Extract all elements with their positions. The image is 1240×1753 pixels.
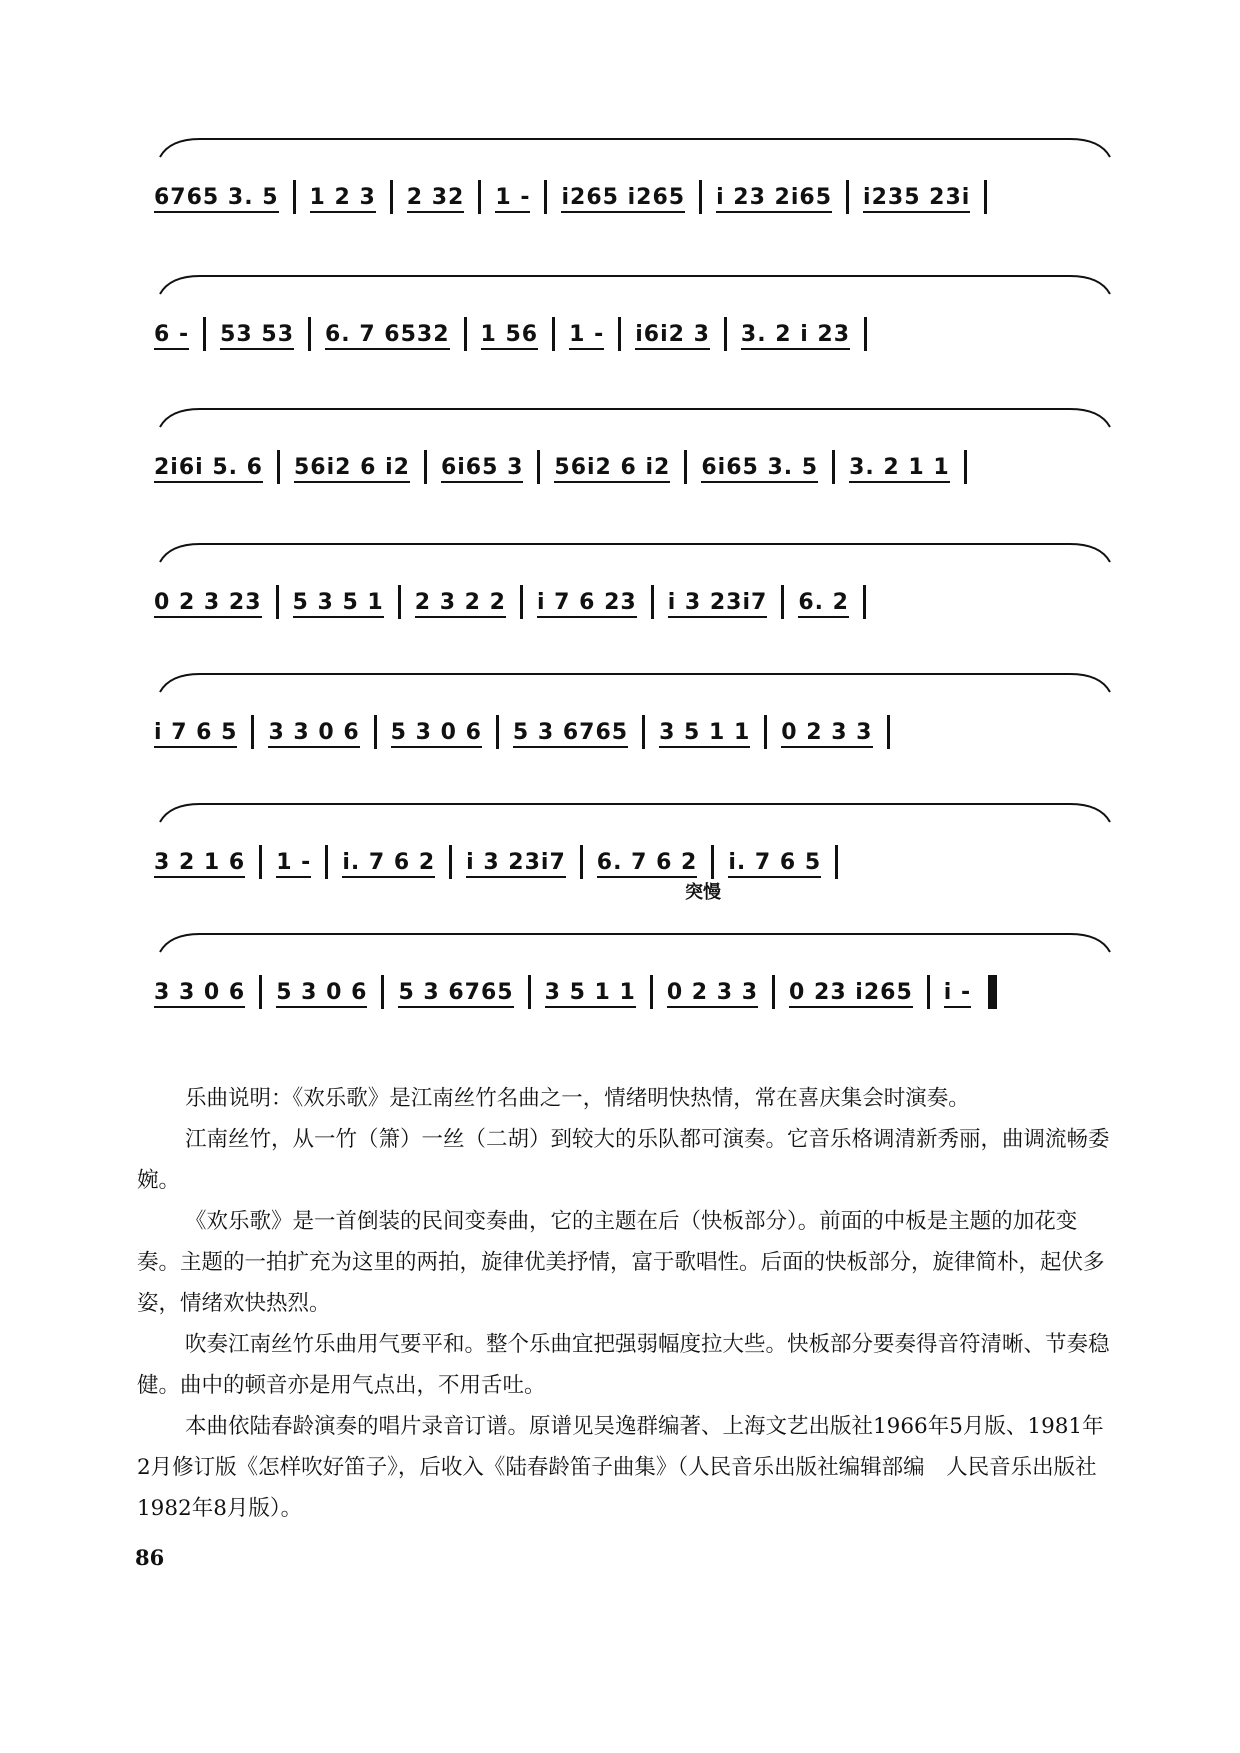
measure-notes: 6. 2 (798, 590, 849, 618)
measure (523, 590, 651, 615)
measure (279, 590, 398, 615)
measure (140, 980, 259, 1005)
measure (775, 980, 927, 1005)
phrase-slur (140, 125, 1130, 185)
measure-notes: 3. 2 i 23 (741, 322, 850, 350)
measure-notes: 5 3 6765 (513, 720, 628, 748)
measure (262, 980, 381, 1005)
score-row (140, 125, 1130, 235)
measure-notes: 3 3 0 6 (268, 720, 359, 748)
phrase-slur (140, 262, 1130, 322)
page-number: 86 (135, 1545, 165, 1570)
slur-line (160, 804, 1110, 822)
bar-line (988, 975, 997, 1009)
measure (531, 980, 650, 1005)
measure-notes: i 3 23i7 (668, 590, 768, 618)
notes-line (140, 845, 1130, 879)
score-row (140, 262, 1130, 372)
measure (393, 185, 479, 210)
measure-notes: 1 56 (481, 322, 539, 350)
slur-line (160, 544, 1110, 562)
measure (702, 185, 846, 210)
measure-notes: 5 3 5 1 (293, 590, 384, 618)
measure-notes: 53 53 (220, 322, 294, 350)
measure (687, 455, 832, 480)
phrase-slur (140, 395, 1130, 455)
phrase-slur (140, 920, 1130, 980)
measure (311, 322, 464, 347)
measure-notes: 6i65 3. 5 (701, 455, 818, 483)
notes-line (140, 317, 1130, 351)
measure (583, 850, 712, 875)
measure (835, 455, 964, 480)
measure-notes: 1 - (495, 185, 530, 213)
measure-notes: i 7 6 5 (154, 720, 237, 748)
measure (140, 455, 277, 480)
score-row (140, 530, 1130, 640)
description-paragraph: 乐曲说明：《欢乐歌》是江南丝竹名曲之一，情绪明快热情，常在喜庆集会时演奏。 (185, 1086, 970, 1111)
slur-line (160, 139, 1110, 157)
description-block (137, 1078, 1117, 1529)
measure-notes: 6. 7 6532 (325, 322, 450, 350)
measure-notes: 3 5 1 1 (659, 720, 750, 748)
description-paragraph: 江南丝竹，从一竹（箫）一丝（二胡）到较大的乐队都可演奏。它音乐格调清新秀丽，曲调流畅委婉。 (137, 1127, 1110, 1193)
tempo-mark: 突慢 (685, 882, 721, 903)
measure-notes: 6. 7 6 2 (597, 850, 698, 878)
measure-notes: 6765 3. 5 (154, 185, 279, 213)
measure (206, 322, 308, 347)
measure (452, 850, 580, 875)
measure-notes: 6i65 3 (441, 455, 523, 483)
description-paragraph: 本曲依陆春龄演奏的唱片录音订谱。原谱见吴逸群编著、上海文艺出版社1966年5月版、1981年2月修订版《怎样吹好笛子》，后收入《陆春龄笛子曲集》（人民音乐出版社编辑部编 人民音乐出版社1982年8月版）。 (137, 1414, 1104, 1521)
slur-line (160, 276, 1110, 294)
slur-line (160, 409, 1110, 427)
measure-notes: 3. 2 1 1 (849, 455, 950, 483)
notes-line (140, 450, 1130, 484)
phrase-slur (140, 790, 1130, 850)
measure (377, 720, 496, 745)
measure (654, 590, 782, 615)
measure-notes: 5 3 0 6 (391, 720, 482, 748)
measure-notes: 1 - (276, 850, 311, 878)
measure (645, 720, 764, 745)
measure (140, 322, 203, 347)
measure (930, 980, 985, 1005)
measure-notes: 5 3 6765 (398, 980, 513, 1008)
bar-line (964, 450, 967, 484)
measure-notes: i 23 2i65 (716, 185, 832, 213)
score-row (140, 790, 1130, 900)
measure-notes: 1 - (569, 322, 604, 350)
bar-line (864, 317, 867, 351)
measure (849, 185, 984, 210)
measure-notes: 3 5 1 1 (545, 980, 636, 1008)
measure (328, 850, 449, 875)
measure (384, 980, 527, 1005)
measure-notes: 2 3 2 2 (415, 590, 506, 618)
notes-line (140, 585, 1130, 619)
slur-line (160, 674, 1110, 692)
measure-notes: 3 3 0 6 (154, 980, 245, 1008)
measure-notes: 3 2 1 6 (154, 850, 245, 878)
measure (621, 322, 724, 347)
score-row (140, 660, 1130, 770)
score-row (140, 920, 1130, 1030)
measure (280, 455, 424, 480)
measure (140, 850, 259, 875)
measure (140, 185, 293, 210)
measure (262, 850, 325, 875)
measure-notes: i. 7 6 5 (728, 850, 821, 878)
measure (427, 455, 537, 480)
measure (555, 322, 618, 347)
notes-line (140, 975, 1130, 1009)
measure-notes: 0 23 i265 (789, 980, 913, 1008)
measure-notes: 2 32 (407, 185, 465, 213)
measure-notes: 0 2 3 3 (781, 720, 872, 748)
bar-line (863, 585, 866, 619)
measure (653, 980, 772, 1005)
slur-line (160, 934, 1110, 952)
measure (481, 185, 544, 210)
phrase-slur (140, 660, 1130, 720)
measure (767, 720, 886, 745)
measure-notes: i 7 6 23 (537, 590, 637, 618)
bar-line (984, 180, 987, 214)
measure (714, 850, 835, 875)
bar-line (887, 715, 890, 749)
notes-line (140, 715, 1130, 749)
measure (296, 185, 390, 210)
measure-notes: 0 2 3 3 (667, 980, 758, 1008)
notes-line (140, 180, 1130, 214)
measure-notes: i 3 23i7 (466, 850, 566, 878)
phrase-slur (140, 530, 1130, 590)
measure-notes: i - (944, 980, 971, 1008)
measure-notes: 0 2 3 23 (154, 590, 262, 618)
measure-notes: i235 23i (863, 185, 970, 213)
measure-notes: 2i6i 5. 6 (154, 455, 263, 483)
measure-notes: i6i2 3 (635, 322, 710, 350)
measure-notes: 56i2 6 i2 (554, 455, 670, 483)
description-paragraph: 吹奏江南丝竹乐曲用气要平和。整个乐曲宜把强弱幅度拉大些。快板部分要奏得音符清晰、节奏稳健。曲中的顿音亦是用气点出，不用舌吐。 (137, 1332, 1110, 1398)
measure (727, 322, 864, 347)
measure (401, 590, 520, 615)
measure (467, 322, 553, 347)
measure (499, 720, 642, 745)
measure-notes: 56i2 6 i2 (294, 455, 410, 483)
measure-notes: 1 2 3 (310, 185, 376, 213)
measure (784, 590, 863, 615)
measure (547, 185, 699, 210)
measure-notes: 5 3 0 6 (276, 980, 367, 1008)
measure (540, 455, 684, 480)
measure (140, 590, 276, 615)
description-paragraph: 《欢乐歌》是一首倒装的民间变奏曲，它的主题在后（快板部分）。前面的中板是主题的加花变奏。主题的一拍扩充为这里的两拍，旋律优美抒情，富于歌唱性。后面的快板部分，旋律简朴，起伏多姿，情绪欢快热烈。 (137, 1209, 1105, 1316)
bar-line (835, 845, 838, 879)
measure-notes: i. 7 6 2 (342, 850, 435, 878)
measure-notes: 6 - (154, 322, 189, 350)
measure-notes: i265 i265 (561, 185, 685, 213)
measure (254, 720, 373, 745)
measure (140, 720, 251, 745)
score-row (140, 395, 1130, 505)
